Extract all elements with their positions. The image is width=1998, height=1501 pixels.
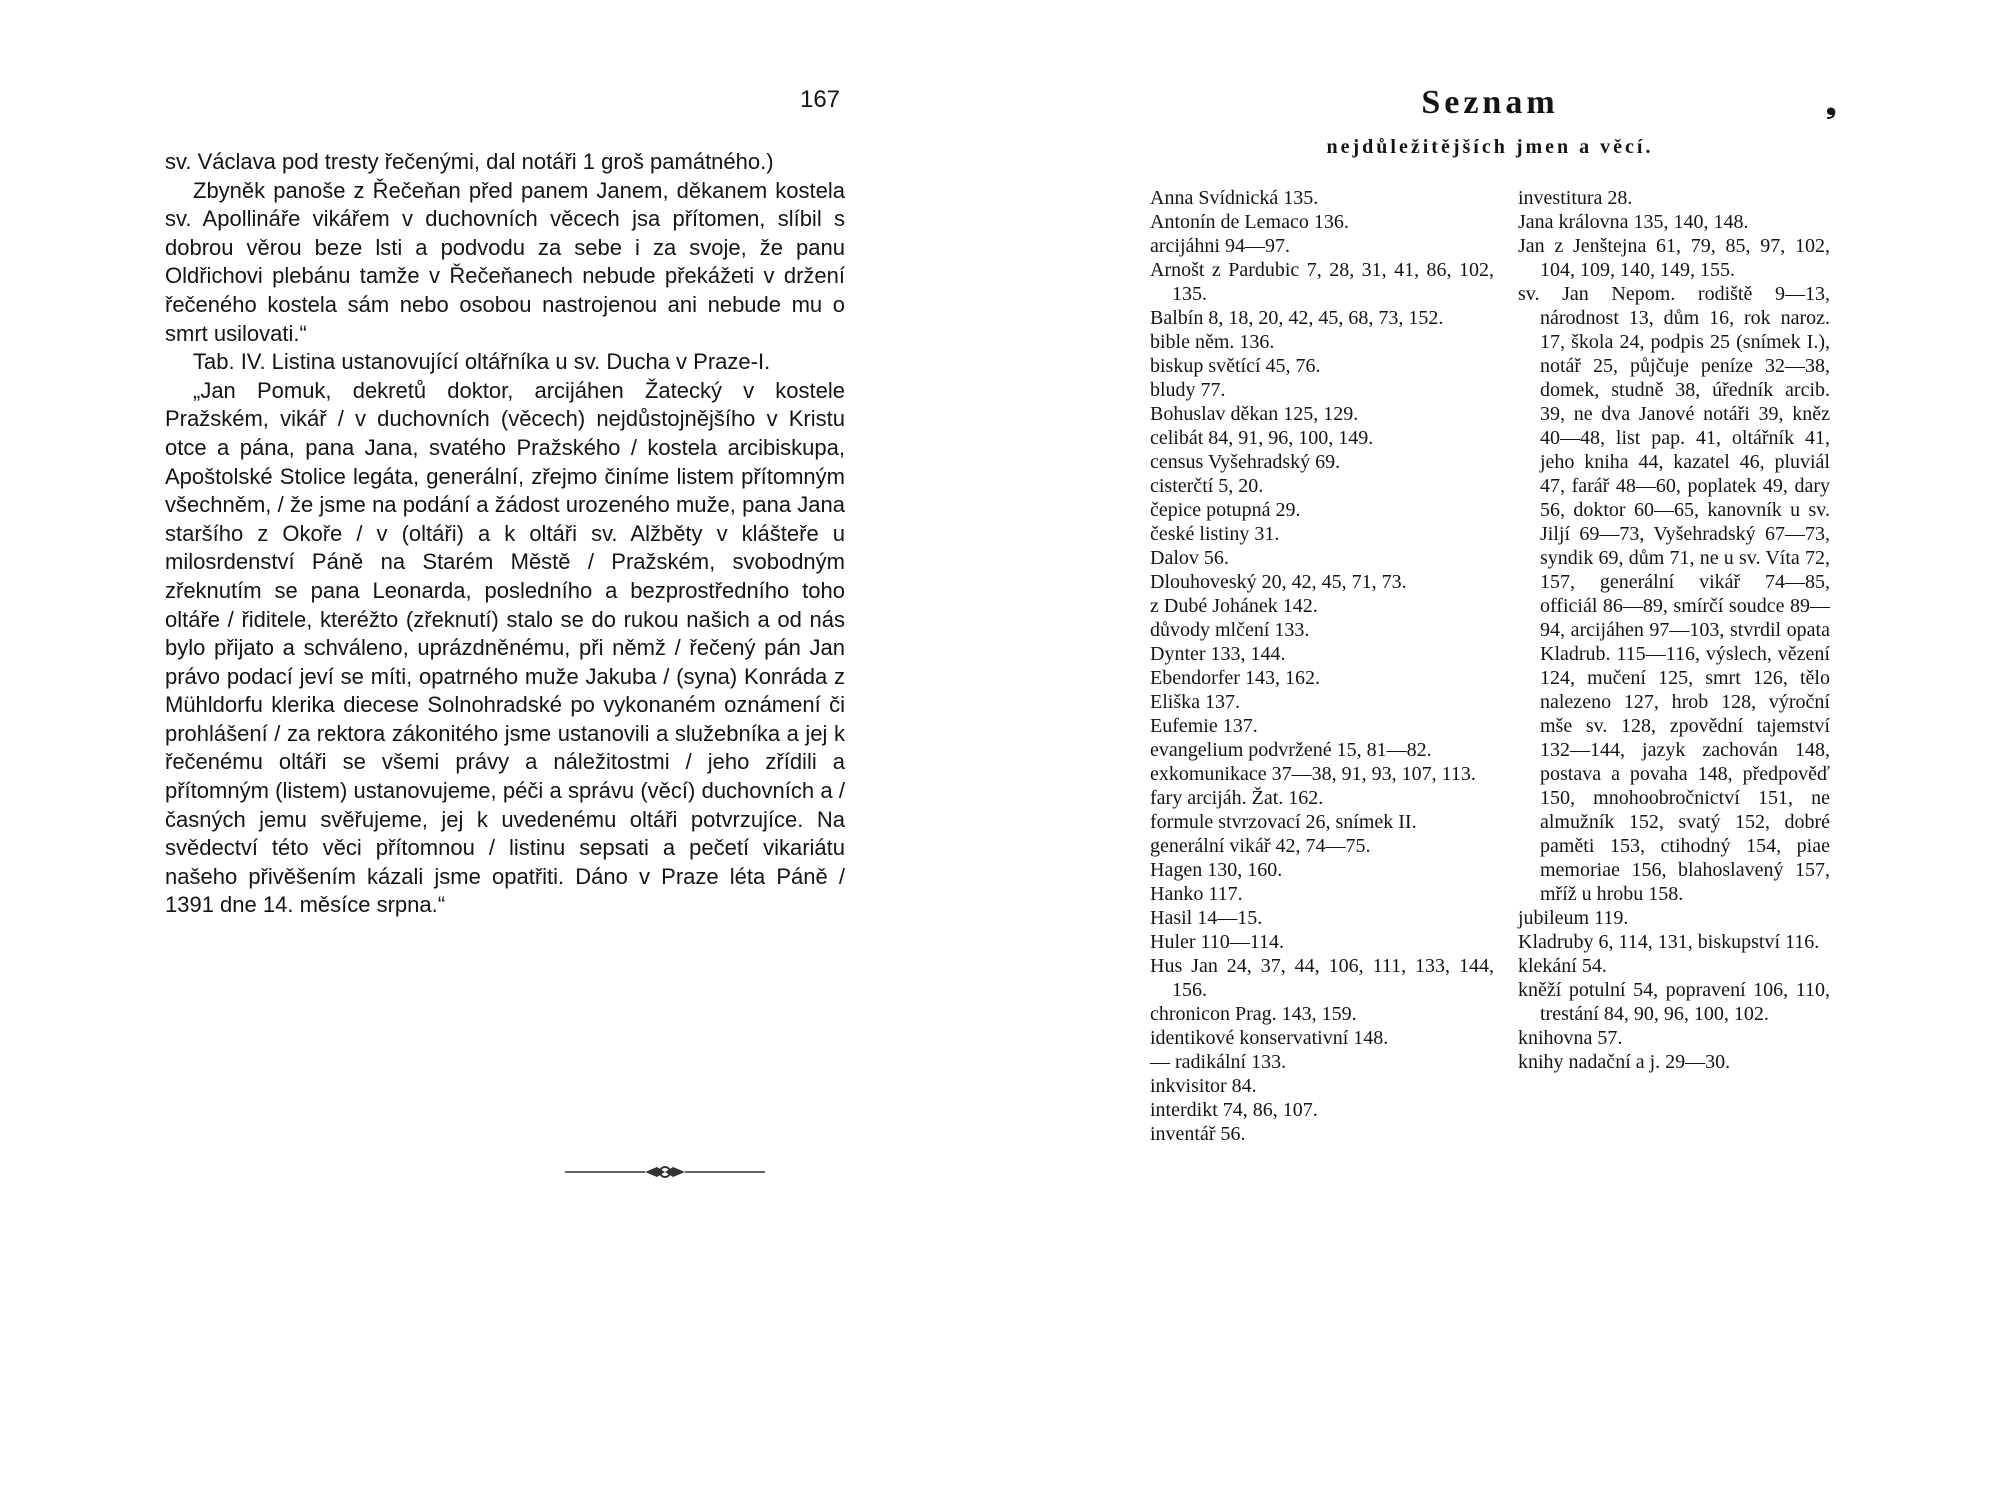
index-entry: Dynter 133, 144. — [1150, 643, 1286, 665]
index-entry: interdikt 74, 86, 107. — [1150, 1099, 1318, 1121]
index-entry: identikové konservativní 148. — [1150, 1027, 1389, 1049]
index-subtitle: nejdůležitějších jmen a věcí. — [1326, 136, 1654, 158]
index-entry: knihy nadační a j. 29—30. — [1518, 1051, 1731, 1073]
index-entry: arcijáhni 94—97. — [1150, 235, 1290, 257]
paragraph: Zbyněk panoše z Řečeňan před panem Janem, děkanem kostela sv. Apollináře vikářem v duchovních věcech jsa přítomen, slíbil s dobrou věrou beze lsti a podvodu za sebe i za svoje, že panu Oldřichovi plebánu tamže v Řečeňanech nebude překážeti v držení řečeného kostela sám nebo osobou nastrojenou ani nebude mu o smrt usilovati.“ — [165, 177, 845, 346]
index-entry: jubileum 119. — [1518, 907, 1629, 929]
index-entry: inkvisitor 84. — [1150, 1075, 1257, 1097]
index-entry: bible něm. 136. — [1150, 331, 1275, 353]
index-entry: Ebendorfer 143, 162. — [1150, 667, 1320, 689]
index-entry: Bohuslav děkan 125, 129. — [1150, 403, 1359, 425]
left-page-text — [165, 148, 845, 920]
index-entry: Dlouhoveský 20, 42, 45, 71, 73. — [1150, 571, 1407, 593]
index-entry: Balbín 8, 18, 20, 42, 45, 68, 73, 152. — [1150, 307, 1444, 329]
index-entry: inventář 56. — [1150, 1123, 1246, 1145]
index-entry: fary arcijáh. Žat. 162. — [1150, 787, 1324, 809]
index-entry: exkomunikace 37—38, 91, 93, 107, 113. — [1150, 763, 1476, 785]
index-entry: knihovna 57. — [1518, 1027, 1623, 1049]
index-entry: Anna Svídnická 135. — [1150, 187, 1319, 209]
index-column-1 — [1150, 186, 1494, 1146]
index-entry: census Vyšehradský 69. — [1150, 451, 1341, 473]
index-entry: cisterčtí 5, 20. — [1150, 475, 1264, 497]
index-entry: generální vikář 42, 74—75. — [1150, 835, 1371, 857]
index-entry: biskup světící 45, 76. — [1150, 355, 1321, 377]
index-entry: důvody mlčení 133. — [1150, 619, 1310, 641]
index-entry: — radikální 133. — [1150, 1051, 1287, 1073]
index-entry: klekání 54. — [1518, 955, 1607, 977]
paragraph: sv. Václava pod tresty řečenými, dal notáři 1 groš památného.) — [165, 149, 774, 174]
index-entry: Jana královna 135, 140, 148. — [1518, 211, 1749, 233]
index-entry: Hagen 130, 160. — [1150, 859, 1283, 881]
index-entry: evangelium podvržené 15, 81—82. — [1150, 739, 1432, 761]
index-entry: bludy 77. — [1150, 379, 1226, 401]
paragraph: Tab. IV. Listina ustanovující oltářníka u sv. Ducha v Praze-I. — [193, 349, 771, 375]
index-entry: kněží potulní 54, popravení 106, 110, trestání 84, 90, 96, 100, 102. — [1518, 979, 1830, 1025]
index-entry: sv. Jan Nepom. rodiště 9—13, národnost 13, dům 16, rok naroz. 17, škola 24, podpis 25 (snímek I.), notář 25, půjčuje peníze 32—38, domek, studně 38, úředník arcib. 39, ne dva Janové notáři 39, kněz 40—48, list pap. 41, oltářník 41, jeho kniha 44, kazatel 46, pluviál 47, farář 48—60, poplatek 49, dary 56, doktor 60—65, kanovník u sv. Jiljí 69—73, Vyšehradský 67—73, syndik 69, dům 71, ne u sv. Víta 72, 157, generální vikář 74—85, officiál 86—89, smírčí soudce 89—94, arcijáhen 97—103, stvrdil opata Kladrub. 115—116, výslech, vězení 124, mučení 125, smrt 126, tělo nalezeno 127, hrob 128, výroční mše sv. 128, zpovědní tajemství 132—144, jazyk zachován 148, postava a povaha 148, předpověď 150, mnohoobročnictví 151, ne almužník 152, svatý 152, dobré paměti 153, ctihodný 154, piae memoriae 156, blahoslavený 157, mříž u hrobu 158. — [1518, 283, 1830, 905]
index-entry: Eliška 137. — [1150, 691, 1240, 713]
page-number: 167 — [799, 86, 841, 113]
index-entry: Hus Jan 24, 37, 44, 106, 111, 133, 144, 156. — [1150, 955, 1494, 1001]
title-mark: ❟ — [1826, 90, 1837, 119]
index-entry: Jan z Jenštejna 61, 79, 85, 97, 102, 104, 109, 140, 149, 155. — [1518, 235, 1830, 281]
index-entry: Dalov 56. — [1150, 547, 1229, 569]
index-entry: Kladruby 6, 114, 131, biskupství 116. — [1518, 931, 1820, 953]
index-entry: investitura 28. — [1518, 187, 1633, 209]
index-entry: čepice potupná 29. — [1150, 499, 1301, 521]
index-entry: české listiny 31. — [1150, 523, 1280, 545]
index-column-2 — [1518, 186, 1830, 1074]
index-entry: Huler 110—114. — [1150, 931, 1285, 953]
index-entry: Hasil 14—15. — [1150, 907, 1263, 929]
paragraph: „Jan Pomuk, dekretů doktor, arcijáhen Žatecký v kostele Pražském, vikář / v duchovních (věcech) nejdůstojnějšího v Kristu otce a pána, pana Jana, svatého Pražského / kostela arcibiskupa, Apoštolské Stolice legáta, generální, zřejmo činíme listem přítomným všechněm, / že jsme na podání a žádost urozeného muže, pana Jana staršího z Okoře / v (oltáři) a k oltáři sv. Alžběty v klášteře u milosrdenství Páně na Starém Městě / Pražském, svobodným zřeknutím se pana Leonarda, posledního a bezprostředního toho oltáře / řiditele, kteréžto (zřeknutí) stalo se do rukou našich a od nás bylo přijato a schváleno, uprázdněnému, při němž / řečený pán Jan právo podací jeví se míti, opatrného muže Jakuba / (syna) Konráda z Mühldorfu klerika diecese Solnohradské po vykonaném oznámení či prohlášení / za rektora zákonitého jsme ustanovili a služebníka a jej k řečenému oltáři se všemi právy a náležitostmi / jeho zřídili a přítomným (listem) ustanovujeme, péči a správu (věcí) duchovních a / časných jemu svěřujeme, jej k uvedenému oltáři potvrzujíce. Na svědectví této věci přítomnou / listinu sepsati a pečetí vikariátu našeho přivěšením kázali jsme opatřiti. Dáno v Praze léta Páně / 1391 dne 14. měsíce srpna.“ — [165, 377, 845, 918]
ornament-divider — [565, 1162, 765, 1182]
index-entry: celibát 84, 91, 96, 100, 149. — [1150, 427, 1374, 449]
left-page — [165, 70, 845, 1370]
index-entry: z Dubé Johánek 142. — [1150, 595, 1318, 617]
index-entry: chronicon Prag. 143, 159. — [1150, 1003, 1357, 1025]
index-entry: Eufemie 137. — [1150, 715, 1258, 737]
index-entry: formule stvrzovací 26, snímek II. — [1150, 811, 1417, 833]
index-entry: Hanko 117. — [1150, 883, 1243, 905]
right-page — [1150, 70, 1837, 1370]
index-title: Seznam — [1421, 84, 1559, 121]
index-entry: Arnošt z Pardubic 7, 28, 31, 41, 86, 102, 135. — [1150, 259, 1494, 305]
index-entry: Antonín de Lemaco 136. — [1150, 211, 1349, 233]
